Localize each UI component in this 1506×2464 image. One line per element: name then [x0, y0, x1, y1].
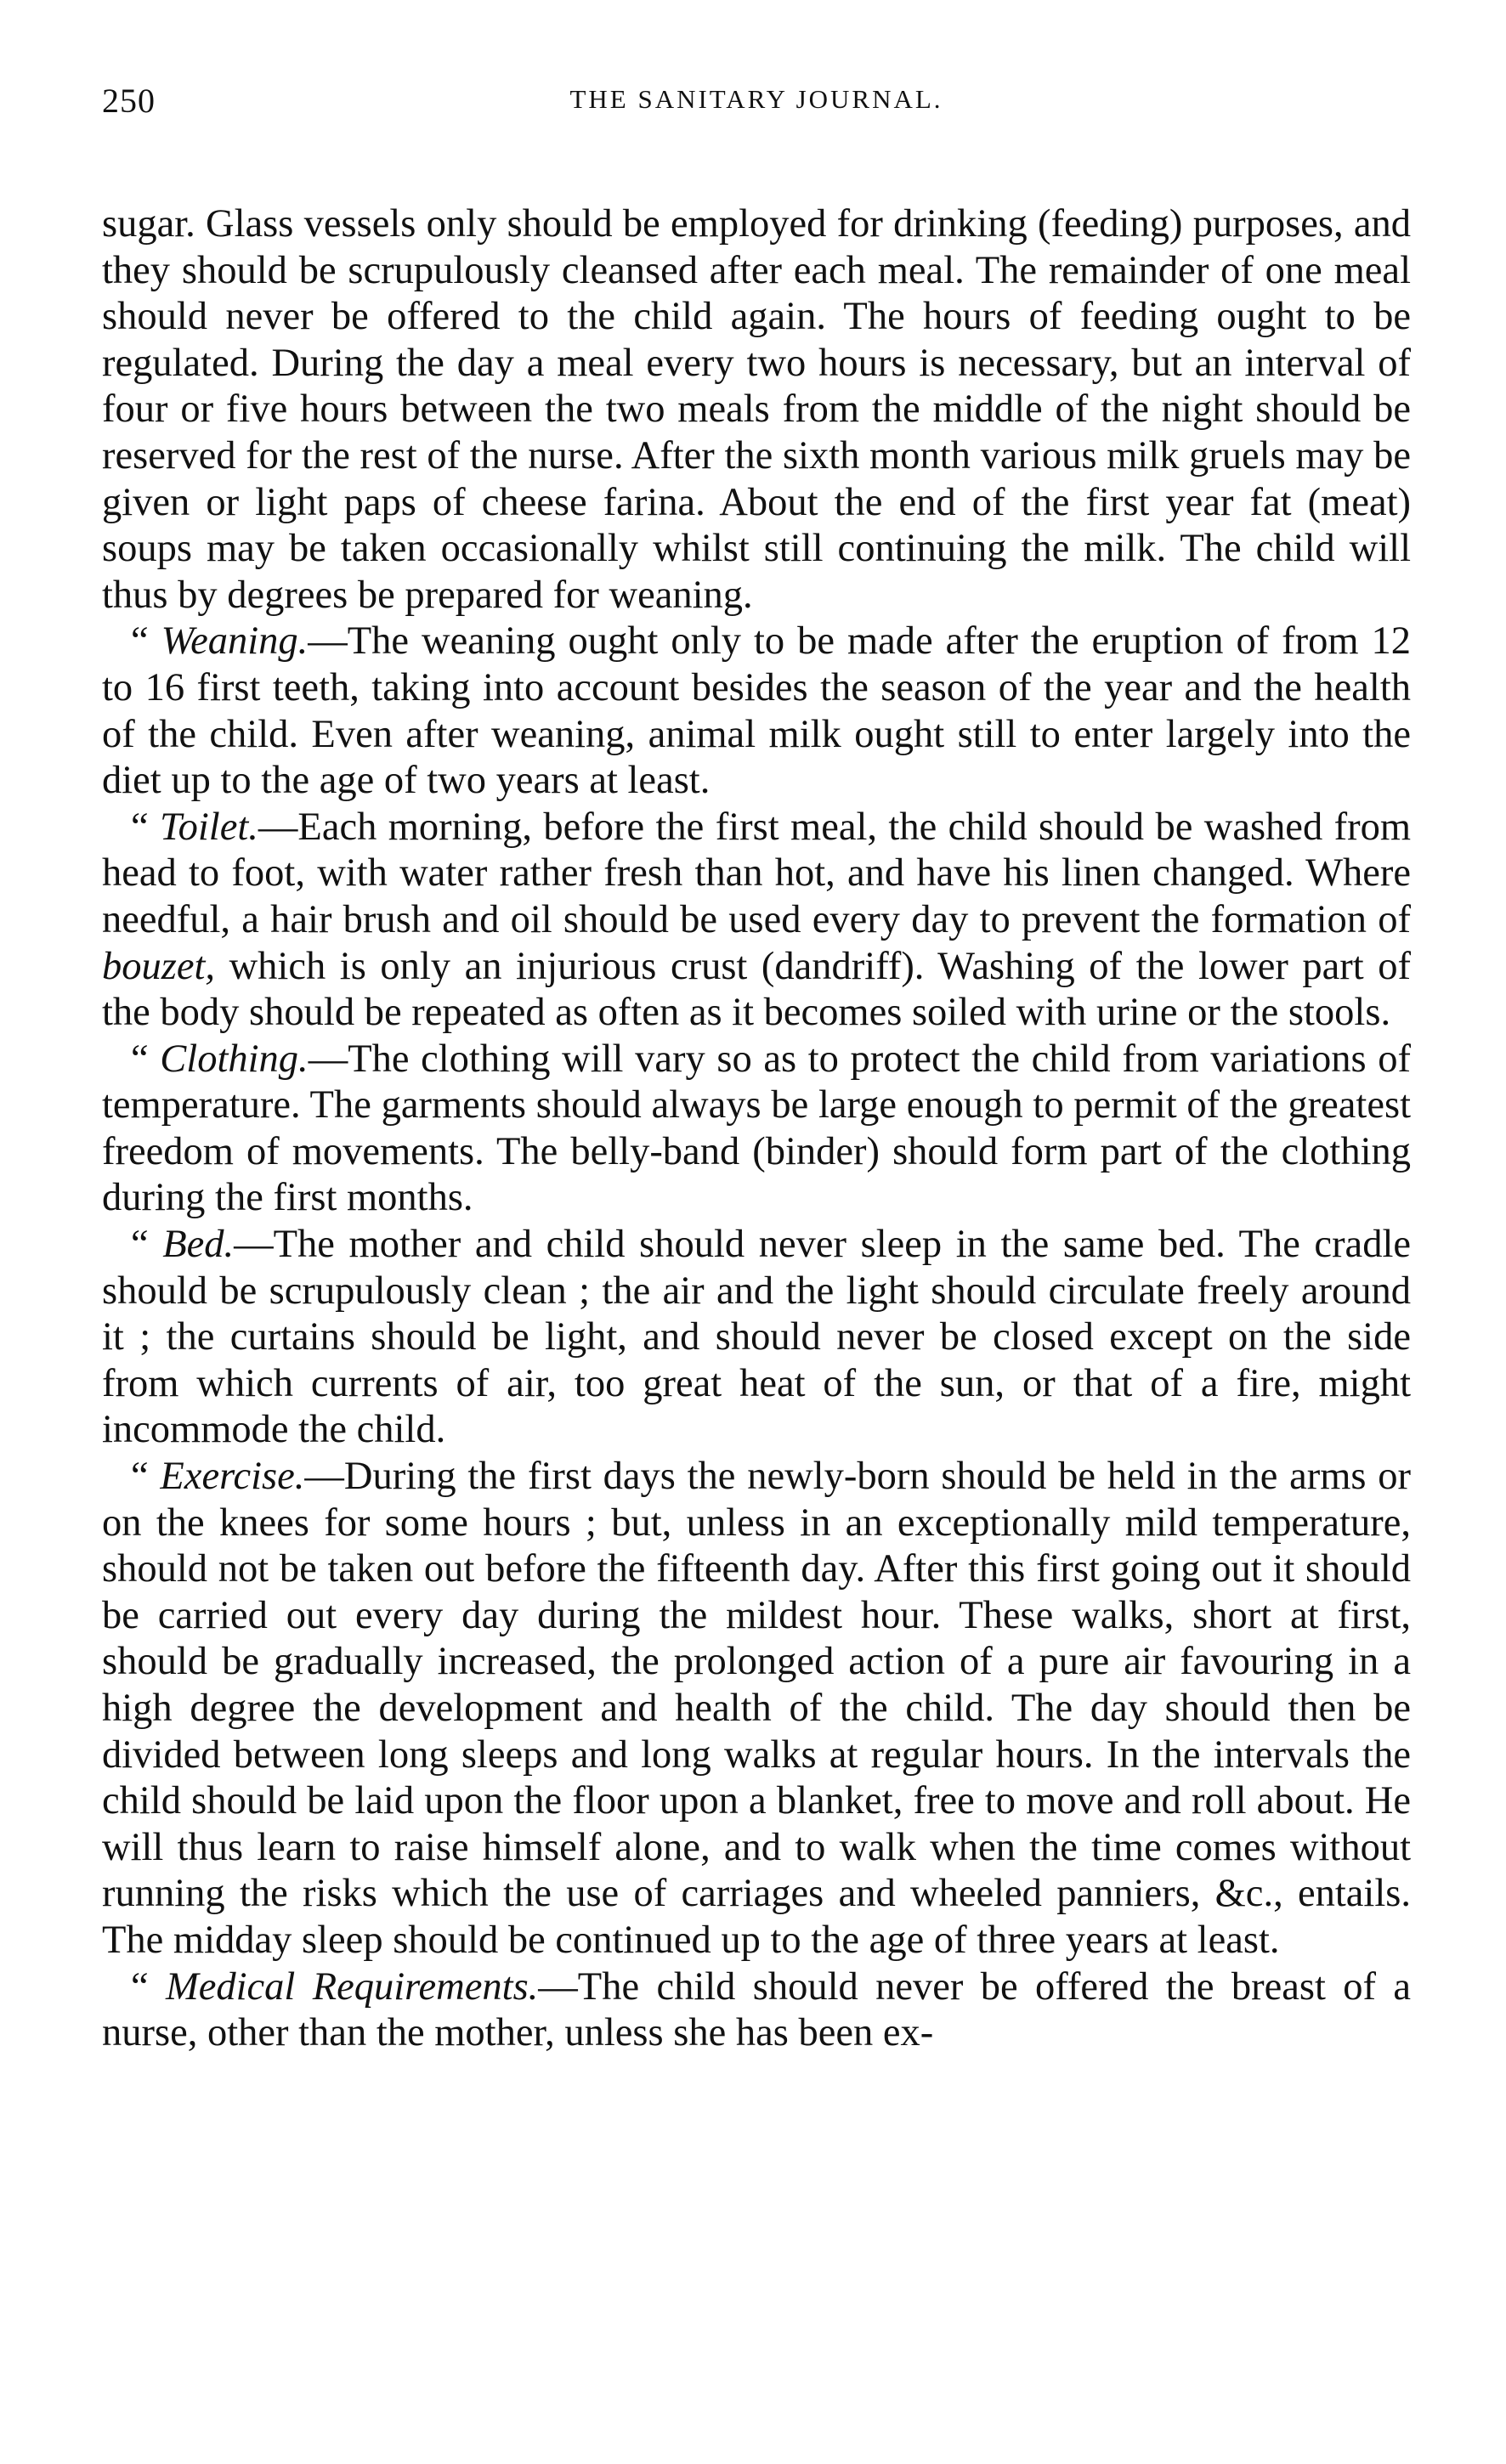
running-title: THE SANITARY JOURNAL. [569, 84, 943, 114]
paragraph-clothing: “ Clothing.—The clothing will vary so as to protect the child from variations of temperature. The garments should always be large enough to permit of the greatest freedom of movements. The belly-band (binder) should form part of the clothing during the first months. [102, 1037, 1412, 1220]
paragraph-text: —The child should never be offered the breast of a nurse, other than the mother, unless she has been ex- [102, 1964, 1412, 2055]
paragraph-text: —During the first days the newly-born should be held in the arms or on the knees for some hours ; but, unless in an exceptionally mild temperature, should not be taken out before the fifteenth day. After this first going out it should be carried out every day during the mildest hour. These walks, short at first, should be gradually increased, the prolonged action of a pure air favouring in a high degree the development and health of the child. The day should then be divided between long sleeps and long walks at regular hours. In the intervals the child should be laid upon the floor upon a blanket, free to move and roll about. He will thus learn to raise himself alone, and to walk when the time comes without running the risks which the use of carriages and wheeled panniers, &c., entails. The midday sleep should be continued up to the age of three years at least. [102, 1455, 1411, 1962]
paragraph-text: —The clothing will vary so as to protect the child from variations of temperature. The garments should always be large enough to permit of the greatest freedom of movements. The belly-band (binder) should form part of the clothing during the first months. [102, 1037, 1412, 1220]
paragraph-weaning: “ Weaning.—The weaning ought only to be made after the eruption of from 12 to 16 first teeth, taking into account besides the season of the year and the health of the child. Even after weaning, animal milk ought still to enter largely into the diet up to the age of two years at least. [102, 619, 1412, 803]
paragraph-text: —The weaning ought only to be made after the eruption of from 12 to 16 first teeth, taking into account besides the season of the year and the health of the child. Even after weaning, animal milk ought still to enter largely into the diet up to the age of two years at least. [102, 619, 1412, 803]
paragraph-medical: “ Medical Requirements.—The child should never be offered the breast of a nurse, other than the mother, unless she has been ex- [102, 1964, 1412, 2055]
paragraph-bed: “ Bed.—The mother and child should never sleep in the same bed. The cradle should be scrupulously clean ; the air and the light should circulate freely around it ; the curtains should be light, and should never be closed except on the side from which currents of air, too great heat of the sun, or that of a fire, might incommode the child. [102, 1223, 1412, 1452]
paragraph-text-continued: which is only an injurious crust (dandriff). Washing of the lower part of the body should be repeated as often as it becomes soiled with urine or the stools. [102, 944, 1411, 1035]
paragraph-exercise: “ Exercise.—During the first days the newly-born should be held in the arms or on the knees for some hours ; but, unless in an exceptionally mild temperature, should not be taken out before the fifteenth day. After this first going out it should be carried out every day during the mildest hour. These walks, short at first, should be gradually increased, the prolonged action of a pure air favouring in a high degree the development and health of the child. The day should then be divided between long sleeps and long walks at regular hours. In the intervals the child should be laid upon the floor upon a blanket, free to move and roll about. He will thus learn to raise himself alone, and to walk when the time comes without running the risks which the use of carriages and wheeled panniers, &c., entails. The midday sleep should be continued up to the age of three years at least. [102, 1455, 1411, 1962]
section-heading-clothing: Clothing. [160, 1037, 309, 1081]
section-heading-bed: Bed. [162, 1223, 235, 1267]
paragraph-text: —Each morning, before the first meal, the child should be washed from head to foot, with water rather fresh than hot, and have his linen changed. Where needful, a hair brush and oil should be used every day to prevent the formation of [102, 805, 1411, 941]
page-header [102, 81, 1411, 140]
page-number: 250 [102, 82, 156, 120]
paragraph-text: sugar. Glass vessels only should be employed for drinking (feeding) purposes, and they should be scrupulously cleansed after each meal. The remainder of one meal should never be offered to the child again. The hours of feeding ought to be regulated. During the day a meal every two hours is necessary, but an interval of four or five hours between the two meals from the middle of the night should be reserved for the rest of the nurse. After the sixth month various milk gruels may be given or light paps of cheese farina. About the end of the first year fat (meat) soups may be taken occasionally whilst still continuing the milk. The child will thus by degrees be prepared for weaning. [102, 202, 1411, 617]
italic-term-bouzet: bouzet, [102, 944, 216, 988]
section-heading-medical: Medical Requirements. [166, 1964, 539, 2009]
paragraph-feeding [102, 201, 1411, 619]
section-heading-toilet: Toilet. [160, 805, 258, 849]
section-heading-weaning: Weaning. [161, 619, 309, 664]
article-body [102, 201, 1411, 2057]
section-heading-exercise: Exercise. [160, 1455, 305, 1499]
journal-page [102, 81, 1411, 2057]
paragraph-toilet: “ Toilet.—Each morning, before the first meal, the child should be washed from head to foot, with water rather fresh than hot, and have his linen changed. Where needful, a hair brush and oil should be used every day to prevent the formation of bouzet, which is only an injurious crust (dandriff). Washing of the lower part of the body should be repeated as often as it becomes soiled with urine or the stools. [102, 805, 1411, 1035]
paragraph-text: —The mother and child should never sleep in the same bed. The cradle should be scrupulously clean ; the air and the light should circulate freely around it ; the curtains should be light, and should never be closed except on the side from which currents of air, too great heat of the sun, or that of a fire, might incommode the child. [102, 1223, 1412, 1452]
